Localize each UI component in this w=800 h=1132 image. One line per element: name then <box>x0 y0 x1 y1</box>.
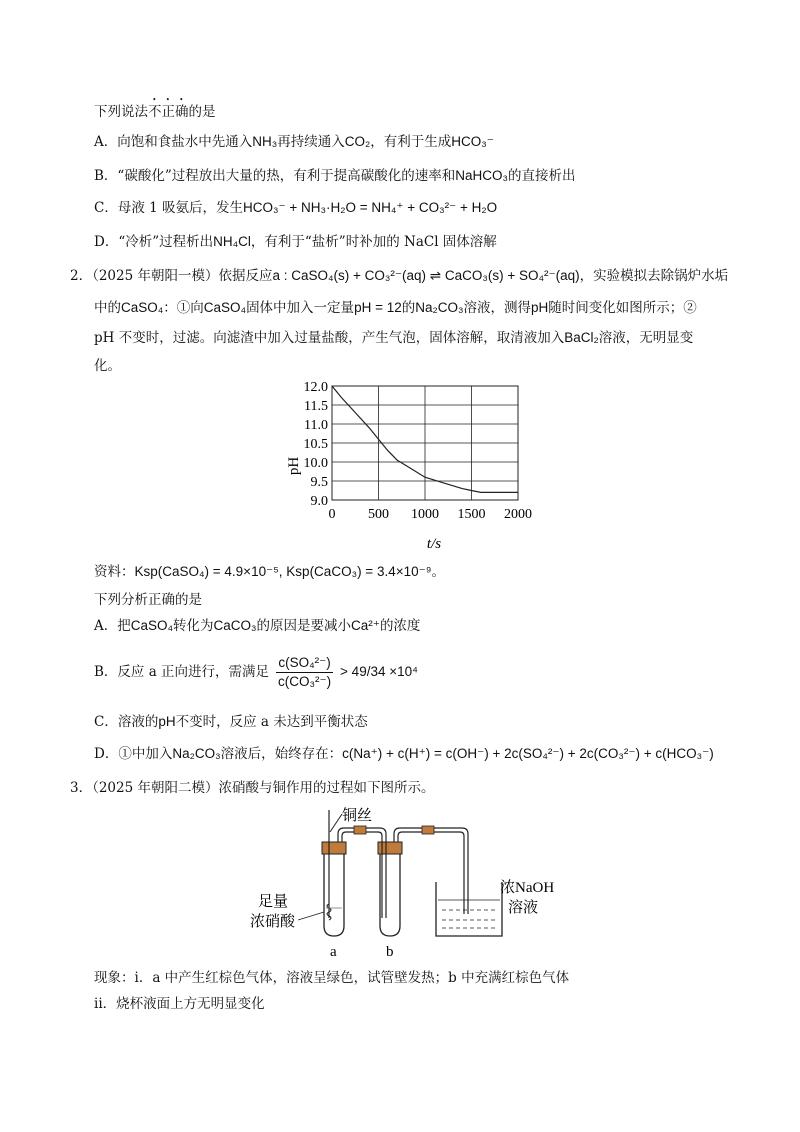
y-tick-label: 9.5 <box>310 475 328 490</box>
y-tick-label: 11.0 <box>304 418 328 433</box>
y-tick-label: 9.0 <box>310 494 328 509</box>
y-axis-label: pH <box>286 456 302 476</box>
y-tick-label: 12.0 <box>303 380 328 395</box>
q2-line2: 中的CaSO₄：①向CaSO₄固体中加入一定量pH = 12的Na₂CO₃溶液，测得pH随时间变化如图所示；② <box>94 300 697 316</box>
apparatus-diagram <box>250 800 580 960</box>
x-tick-label: 1000 <box>411 507 439 522</box>
chart-grid <box>332 386 518 500</box>
q1-option-d: D．“冷析”过程析出NH₄Cl，有利于“盐析”时补加的 NaCl 固体溶解 <box>94 234 497 250</box>
test-tube-a <box>322 810 346 936</box>
chart-ticks <box>304 380 533 522</box>
y-tick-label: 10.5 <box>303 437 328 452</box>
q2-option-c: C．溶液的pH不变时，反应 a 未达到平衡状态 <box>94 714 368 730</box>
beaker <box>436 882 502 936</box>
naoh-label-2: 溶液 <box>508 900 539 916</box>
q3-line1: 3．（2025 年朝阳二模）浓硝酸与铜作用的过程如下图所示。 <box>70 780 435 796</box>
x-axis-label: t/s <box>426 536 442 552</box>
tube-b-label: b <box>386 944 394 960</box>
y-tick-label: 10.0 <box>303 456 328 471</box>
q2-data: 资料：Ksp(CaSO₄) = 4.9×10⁻⁵, Ksp(CaCO₃) = 3.4×10⁻⁹。 <box>94 564 446 580</box>
naoh-label-1: 浓NaOH <box>500 880 555 896</box>
q1-option-b: B．“碳酸化”过程放出大量的热，有利于提高碳酸化的速率和NaHCO₃的直接析出 <box>94 168 576 184</box>
q1-option-c: C．母液 1 吸氨后，发生HCO₃⁻ + NH₃·H₂O = NH₄⁺ + CO₃²⁻ + H₂O <box>94 200 498 216</box>
acid-label-1: 足量 <box>258 894 289 910</box>
q2-line4: 化。 <box>94 358 121 374</box>
acid-label-2: 浓硝酸 <box>250 914 296 930</box>
tube-a-label: a <box>330 944 337 960</box>
q2-option-a: A．把CaSO₄转化为CaCO₃的原因是要减小Ca²⁺的浓度 <box>94 618 421 634</box>
x-tick-label: 500 <box>368 507 389 522</box>
q2-line1: 2．（2025 年朝阳一模）依据反应a : CaSO₄(s) + CO₃²⁻(aq) ⇌ CaCO₃(s) + SO₄²⁻(aq)，实验模拟去除锅炉水垢 <box>70 268 729 284</box>
q1-option-a: A．向饱和食盐水中先通入NH₃再持续通入CO₂，有利于生成HCO₃⁻ <box>94 134 494 150</box>
ph-time-chart <box>270 376 550 554</box>
q1-stem: 下列说法不正确的是 <box>94 104 216 120</box>
ratio-fraction: $\frac{\text{c(SO₄²⁻)}}{\text{c(CO₃²⁻)}}$ <box>277 655 332 689</box>
q2-option-d: D．①中加入Na₂CO₃溶液后，始终存在：c(Na⁺) + c(H⁺) = c(OH⁻) + 2c(SO₄²⁻) + 2c(CO₃²⁻) + c(HCO₃⁻) <box>94 746 714 762</box>
x-tick-label: 2000 <box>504 507 532 522</box>
q2-option-b: B．反应 a 正向进行，需满足 $\frac{\text{c(SO₄²⁻)}}{\text{c(CO₃²⁻)}}$ > 49/34 ×10⁴ <box>94 655 418 689</box>
copper-wire-label: 铜丝 <box>342 808 373 824</box>
q3-observation-1: 现象：i．a 中产生红棕色气体，溶液呈绿色，试管壁发热；b 中充满红棕色气体 <box>94 970 570 986</box>
q3-observation-2: ii．烧杯液面上方无明显变化 <box>94 996 265 1012</box>
x-tick-label: 1500 <box>457 507 486 522</box>
q2-line3: pH 不变时，过滤。向滤渣中加入过量盐酸，产生气泡，固体溶解，取清液加入BaCl₂溶液，无明显变 <box>94 330 694 346</box>
y-tick-label: 11.5 <box>304 399 328 414</box>
q2-ask: 下列分析正确的是 <box>94 592 202 608</box>
x-tick-label: 0 <box>328 507 336 522</box>
